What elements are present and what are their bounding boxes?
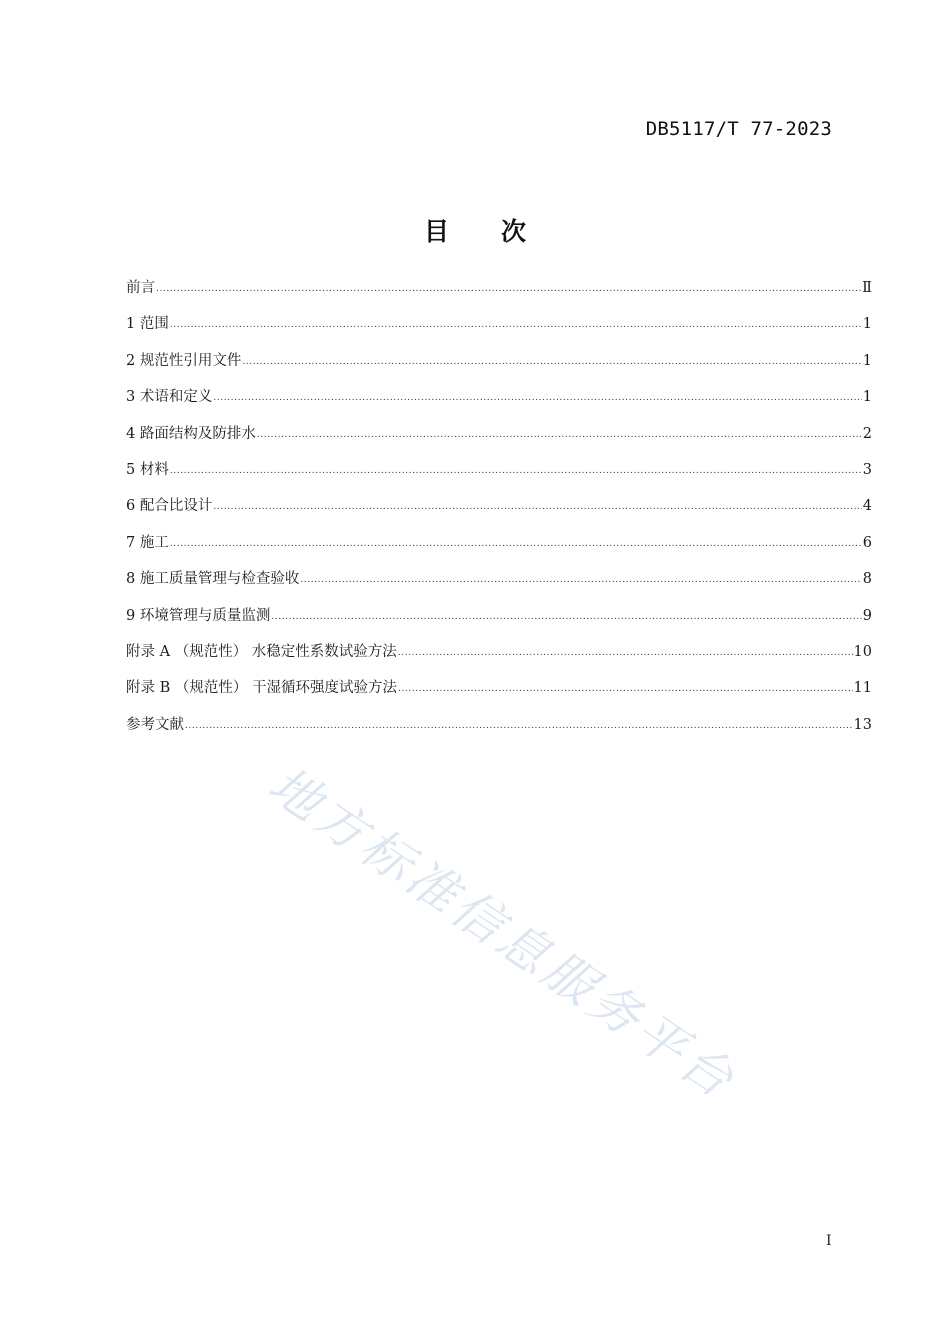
toc-dot-leader xyxy=(170,459,862,483)
toc-entry-page: 1 xyxy=(862,316,872,333)
toc-entry[interactable] xyxy=(126,604,872,640)
toc-entry[interactable] xyxy=(126,385,872,421)
toc-entry-label: 参考文献 xyxy=(126,716,184,733)
toc-entry[interactable] xyxy=(126,349,872,385)
toc-entry-page: 1 xyxy=(862,352,872,369)
toc-entry[interactable] xyxy=(126,567,872,603)
toc-dot-leader xyxy=(271,605,861,629)
toc-entry-page: 11 xyxy=(853,680,872,697)
toc-entry[interactable] xyxy=(126,494,872,530)
toc-dot-leader xyxy=(170,313,862,337)
toc-dot-leader xyxy=(170,532,862,556)
toc-entry[interactable] xyxy=(126,312,872,348)
toc-dot-leader xyxy=(398,677,853,701)
toc-entry[interactable] xyxy=(126,458,872,494)
toc-entry-label: 4 路面结构及防排水 xyxy=(126,425,256,442)
toc-entry-label: 2 规范性引用文件 xyxy=(126,352,242,369)
toc-entry-page: 10 xyxy=(853,643,872,660)
toc-entry-label: 附录 A （规范性） 水稳定性系数试验方法 xyxy=(126,643,397,660)
toc-dot-leader xyxy=(156,277,861,301)
toc-entry[interactable] xyxy=(126,676,872,712)
toc-dot-leader xyxy=(398,641,853,665)
toc-entry-page: 9 xyxy=(862,607,872,624)
toc-entry[interactable] xyxy=(126,531,872,567)
toc-entry-label: 1 范围 xyxy=(126,316,169,333)
toc-dot-leader xyxy=(242,350,861,374)
toc-entry[interactable] xyxy=(126,422,872,458)
toc-entry[interactable] xyxy=(126,713,872,749)
toc-entry[interactable] xyxy=(126,276,872,312)
toc-entry-page: 6 xyxy=(862,534,872,551)
toc-entry-label: 5 材料 xyxy=(126,461,169,478)
toc-entry-label: 附录 B （规范性） 干湿循环强度试验方法 xyxy=(126,680,397,697)
document-code: DB5117/T 77-2023 xyxy=(645,118,832,140)
toc-entry-label: 9 环境管理与质量监测 xyxy=(126,607,271,624)
watermark: 地方标准信息服务平台 xyxy=(258,755,747,1112)
toc-entry-page: Ⅱ xyxy=(862,280,872,296)
toc-entry-label: 3 术语和定义 xyxy=(126,389,213,406)
toc-entry-label: 8 施工质量管理与检查验收 xyxy=(126,571,300,588)
toc-title: 目次 xyxy=(423,217,578,246)
toc-dot-leader xyxy=(213,495,861,519)
toc-dot-leader xyxy=(300,568,861,592)
toc-entry-page: 4 xyxy=(862,498,872,515)
toc-dot-leader xyxy=(185,714,853,738)
toc-entry-label: 7 施工 xyxy=(126,534,169,551)
toc-entry[interactable] xyxy=(126,640,872,676)
toc-entry-page: 3 xyxy=(862,461,872,478)
toc-entry-label: 6 配合比设计 xyxy=(126,498,213,515)
toc-entry-label: 前言 xyxy=(126,280,155,296)
toc-dot-leader xyxy=(257,423,862,447)
toc-entry-page: 13 xyxy=(853,716,872,733)
toc-entry-page: 1 xyxy=(862,389,872,406)
page-number: I xyxy=(826,1233,832,1249)
table-of-contents xyxy=(126,276,872,749)
toc-dot-leader xyxy=(213,386,861,410)
toc-entry-page: 2 xyxy=(862,425,872,442)
toc-entry-page: 8 xyxy=(862,571,872,588)
